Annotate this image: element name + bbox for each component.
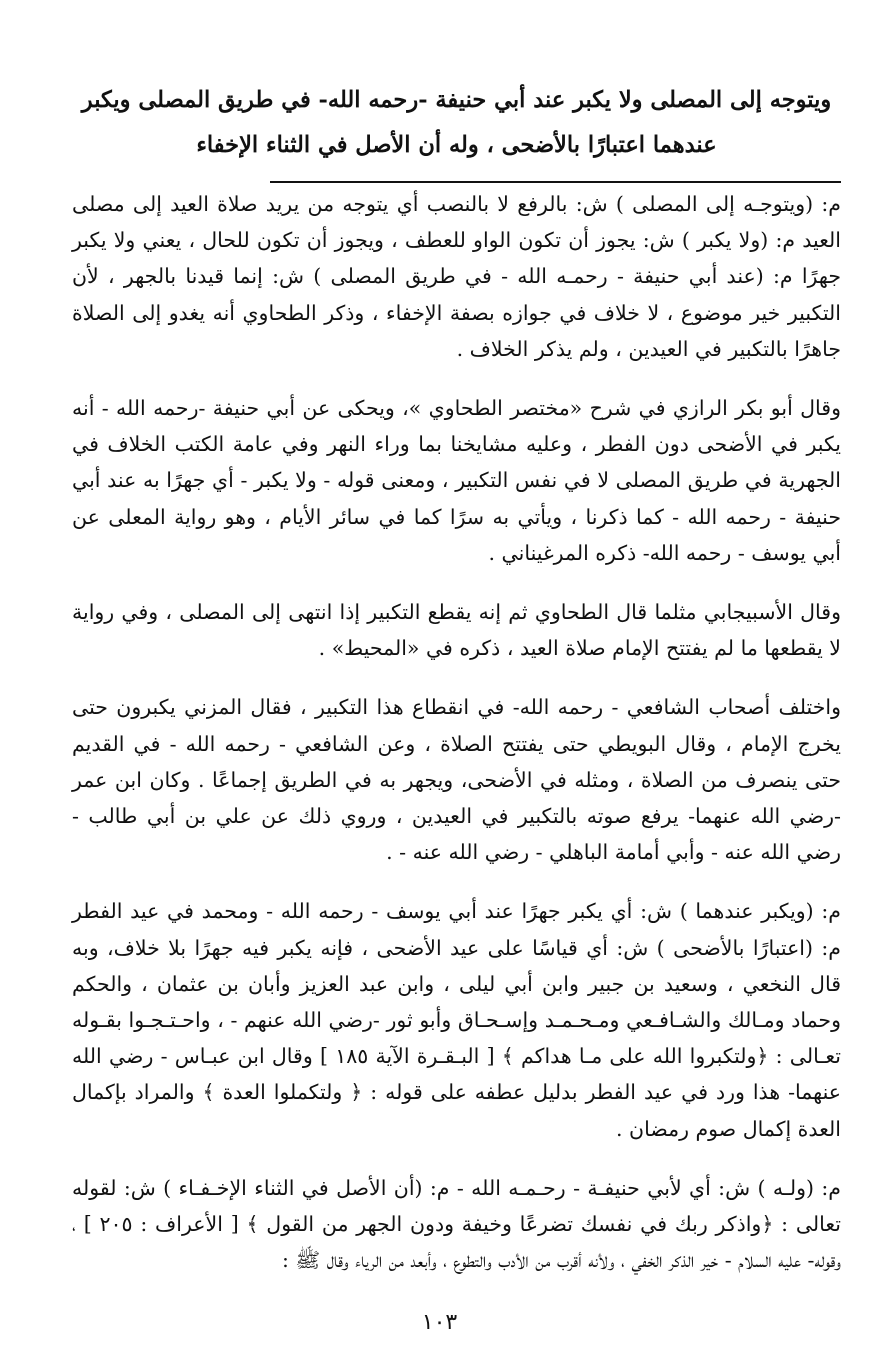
page-number: ١٠٣ [421,1310,458,1335]
paragraph-3: وقال الأسبيجابي مثلما قال الطحاوي ثم إنه يقطع التكبير إذا انتهى إلى المصلى ، وفي رواية لا يقطعها ما لم يفتتح الإمام صلاة العيد ، ذكره في «المحيط» . [72,600,841,661]
paragraph-1: م: (ويتوجـه إلى المصلى ) ش: بالرفع لا بالنصب أي يتوجه من يريد صلاة العيد إلى مصلى العيد م: (ولا يكبر ) ش: يجوز أن تكون الواو للعطف ، ويجوز أن تكون للحال ، يعني ولا يكبر جهرًا م: (عند أبي حنيفة - رحمـه الله - في طريق المصلى ) ش: إنما قيدنا بالجهر ، لأن التكبير خير موضوع ، لا خلاف في جوازه بصفة الإخفاء ، وذكر الطحاوي أنه يغدو إلى الصلاة جاهرًا بالتكبير في العيدين ، ولم يذكر الخلاف . [72,192,841,361]
separator-rule [270,181,841,183]
paragraph-6: م: (ولـه ) ش: أي لأبي حنيفـة - رحـمـه الله - م: (أن الأصل في الثناء الإخـفـاء ) ش: لقوله تعالى : ﴿واذكر ربك في نفسك تضرعًا وخيفة ودون الجهر من القول ﴾ [ الأعراف : ٢٠٥ ] ، وقوله- عليه السلام - خير الذكر الخفي ، ولأنه أقرب من الأدب والتطوع ، وأبعد من الرياء وقال ﷺ : [72,1175,841,1273]
paragraph-2: وقال أبو بكر الرازي في شرح «مختصر الطحاوي »، ويحكى عن أبي حنيفة -رحمه الله - أنه يكبر في الأضحى دون الفطر ، وعليه مشايخنا بما وراء النهر وفي عامة الكتب الخلاف في الجهرية في طريق المصلى لا في نفس التكبير ، ومعنى قوله - ولا يكبر - أي جهرًا به عند أبي حنيفة - رحمه الله - كما ذكرنا ، ويأتي به سرًا كما في سائر الأيام ، وهو رواية المعلى عن أبي يوسف - رحمه الله- ذكره المرغيناني . [72,396,841,565]
matn-heading: ويتوجه إلى المصلى ولا يكبر عند أبي حنيفة -رحمه الله- في طريق المصلى ويكبر عندهما اعتبارًا بالأضحى ، وله أن الأصل في الثناء الإخفاء [81,87,832,158]
paragraph-4: واختلف أصحاب الشافعي - رحمه الله- في انقطاع هذا التكبير ، فقال المزني يكبرون حتى يخرج الإمام ، وقال البويطي حتى يفتتح الصلاة ، وعن الشافعي - رحمه الله - في القديم حتى ينصرف من الصلاة ، ومثله في الأضحى، ويجهر به في الطريق إجماعًا . وكان ابن عمر -رضي الله عنهما- يرفع صوته بالتكبير في العيدين ، وروي ذلك عن علي بن أبي طالب - رضي الله عنه - وأبي أمامة الباهلي - رضي الله عنه - . [72,695,841,865]
paragraph-5: م: (ويكبر عندهما ) ش: أي يكبر جهرًا عند أبي يوسف - رحمه الله - ومحمد في عيد الفطر م: (اعتبارًا بالأضحى ) ش: أي قياسًا على عيد الأضحى ، فإنه يكبر فيه جهرًا بلا خلاف، وبه قال النخعي ، وسعيد بن جبير وابن أبي ليلى ، وابن عبد العزيز وأبان بن عثمان ، والحكم وحماد ومـالك والشـافـعي ومـحـمـد وإسـحـاق وأبو ثور -رضي الله عنهم - ، واحـتـجـوا بقـوله تعـالى : ﴿ولتكبروا الله على مـا هداكم ﴾ [ البـقـرة الآية ١٨٥ ] وقال ابن عبـاس - رضي الله عنهما- هذا ورد في عيد الفطر بدليل عطفه على قوله : ﴿ ولتكملوا العدة ﴾ والمراد بإكمال العدة إكمال صوم رمضان . [72,899,841,1141]
commentary-text [72,186,841,1301]
